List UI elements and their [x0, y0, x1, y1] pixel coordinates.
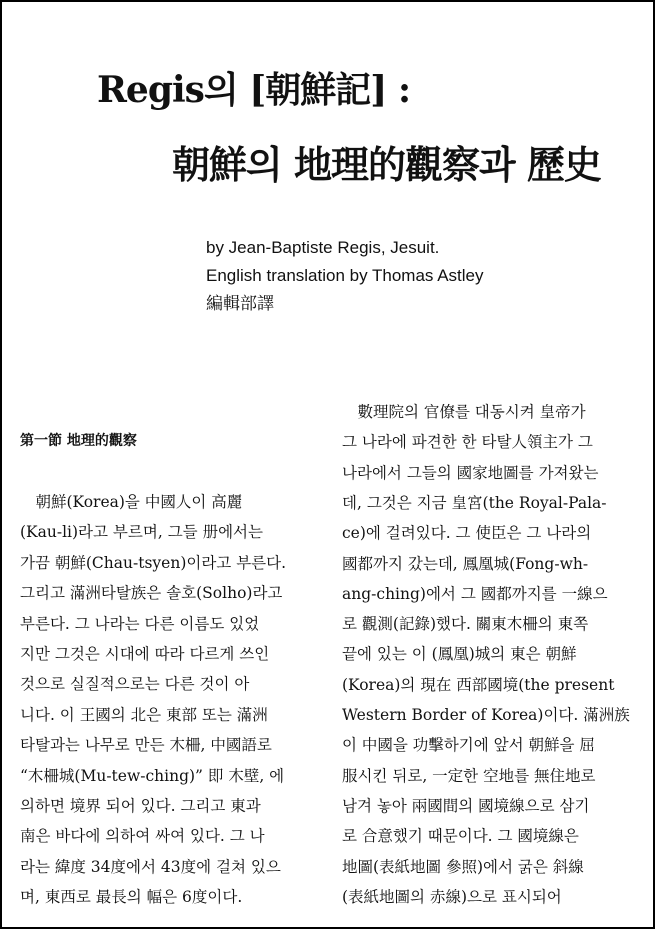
translation-line: English translation by Thomas Astley — [206, 266, 484, 285]
text-line: 服시킨 뒤로, 一定한 空地를 無住地로 — [342, 766, 596, 785]
text-line: 그리고 滿洲타탈族은 솔호(Solho)라고 — [20, 584, 283, 603]
text-line: 國都까지 갔는데, 鳳凰城(Fong-wh- — [342, 554, 589, 573]
byline — [206, 234, 484, 318]
text-line: 끝에 있는 이 (鳳凰)城의 東은 朝鮮 — [342, 645, 577, 664]
text-line: 타탈과는 나무로 만든 木柵, 中國語로 — [20, 736, 272, 755]
text-line: 南은 바다에 의하여 싸여 있다. 그 나 — [20, 827, 265, 846]
text-line: 의하면 境界 되어 있다. 그리고 東과 — [20, 797, 261, 815]
text-line: 부른다. 그 나라는 다른 이름도 있었 — [20, 614, 260, 633]
text-line: ce)에 걸려있다. 그 使臣은 그 나라의 — [342, 524, 592, 543]
title-line-2: 朝鮮의 地理的觀察과 歷史 — [172, 142, 601, 187]
text-line: 지만 그것은 시대에 따라 다르게 쓰인 — [20, 645, 270, 663]
text-line: 남겨 놓아 兩國間의 國境線으로 삼기 — [342, 796, 590, 815]
credit-line: 編輯部譯 — [206, 294, 274, 313]
text-line: 數理院의 官僚를 대동시켜 皇帝가 — [342, 403, 586, 421]
text-line: 라는 緯度 34度에서 43度에 걸쳐 있으 — [20, 857, 281, 876]
title-line-1: Regis의 [朝鮮記] : — [97, 69, 411, 111]
text-line: 나라에서 그들의 國家地圖를 가져왔는 — [342, 463, 599, 482]
text-line: (Korea)의 現在 西部國境(the present — [342, 675, 615, 694]
text-line: (表紙地圖의 赤線)으로 표시되어 — [342, 887, 562, 906]
text-line: 가끔 朝鮮(Chau-tsyen)이라고 부른다. — [20, 553, 287, 572]
text-line: 地圖(表紙地圖 參照)에서 굵은 斜線 — [342, 857, 584, 876]
text-line: 이 中國을 功擊하기에 앞서 朝鮮을 屈 — [342, 736, 595, 755]
text-line: ang-ching)에서 그 國都까지를 一線으 — [342, 584, 608, 603]
text-line: 니다. 이 王國의 北은 東部 또는 滿洲 — [20, 705, 268, 724]
text-line: (Kau-li)라고 부르며, 그들 册에서는 — [20, 523, 263, 542]
text-line: 그 나라에 파견한 한 타탈人領主가 그 — [342, 433, 593, 452]
text-line: 며, 東西로 最長의 幅은 6度이다. — [20, 888, 243, 907]
text-line: 로 觀測(記錄)했다. 關東木柵의 東쪽 — [342, 615, 589, 634]
section-heading: 第一節 地理的觀察 — [20, 433, 137, 449]
text-line: 데, 그것은 지금 皇宮(the Royal-Pala- — [342, 493, 607, 512]
text-line: 朝鮮(Korea)을 中國人이 高麗 — [20, 493, 243, 511]
text-line: 것으로 실질적으로는 다른 것이 아 — [20, 675, 250, 694]
text-line: “木柵城(Mu-tew-ching)” 即 木壁, 에 — [20, 766, 285, 785]
text-line: 로 合意했기 때문이다. 그 國境線은 — [342, 827, 579, 846]
author-line: by Jean-Baptiste Regis, Jesuit. — [206, 238, 440, 257]
text-line: Western Border of Korea)이다. 滿洲族 — [342, 706, 630, 724]
